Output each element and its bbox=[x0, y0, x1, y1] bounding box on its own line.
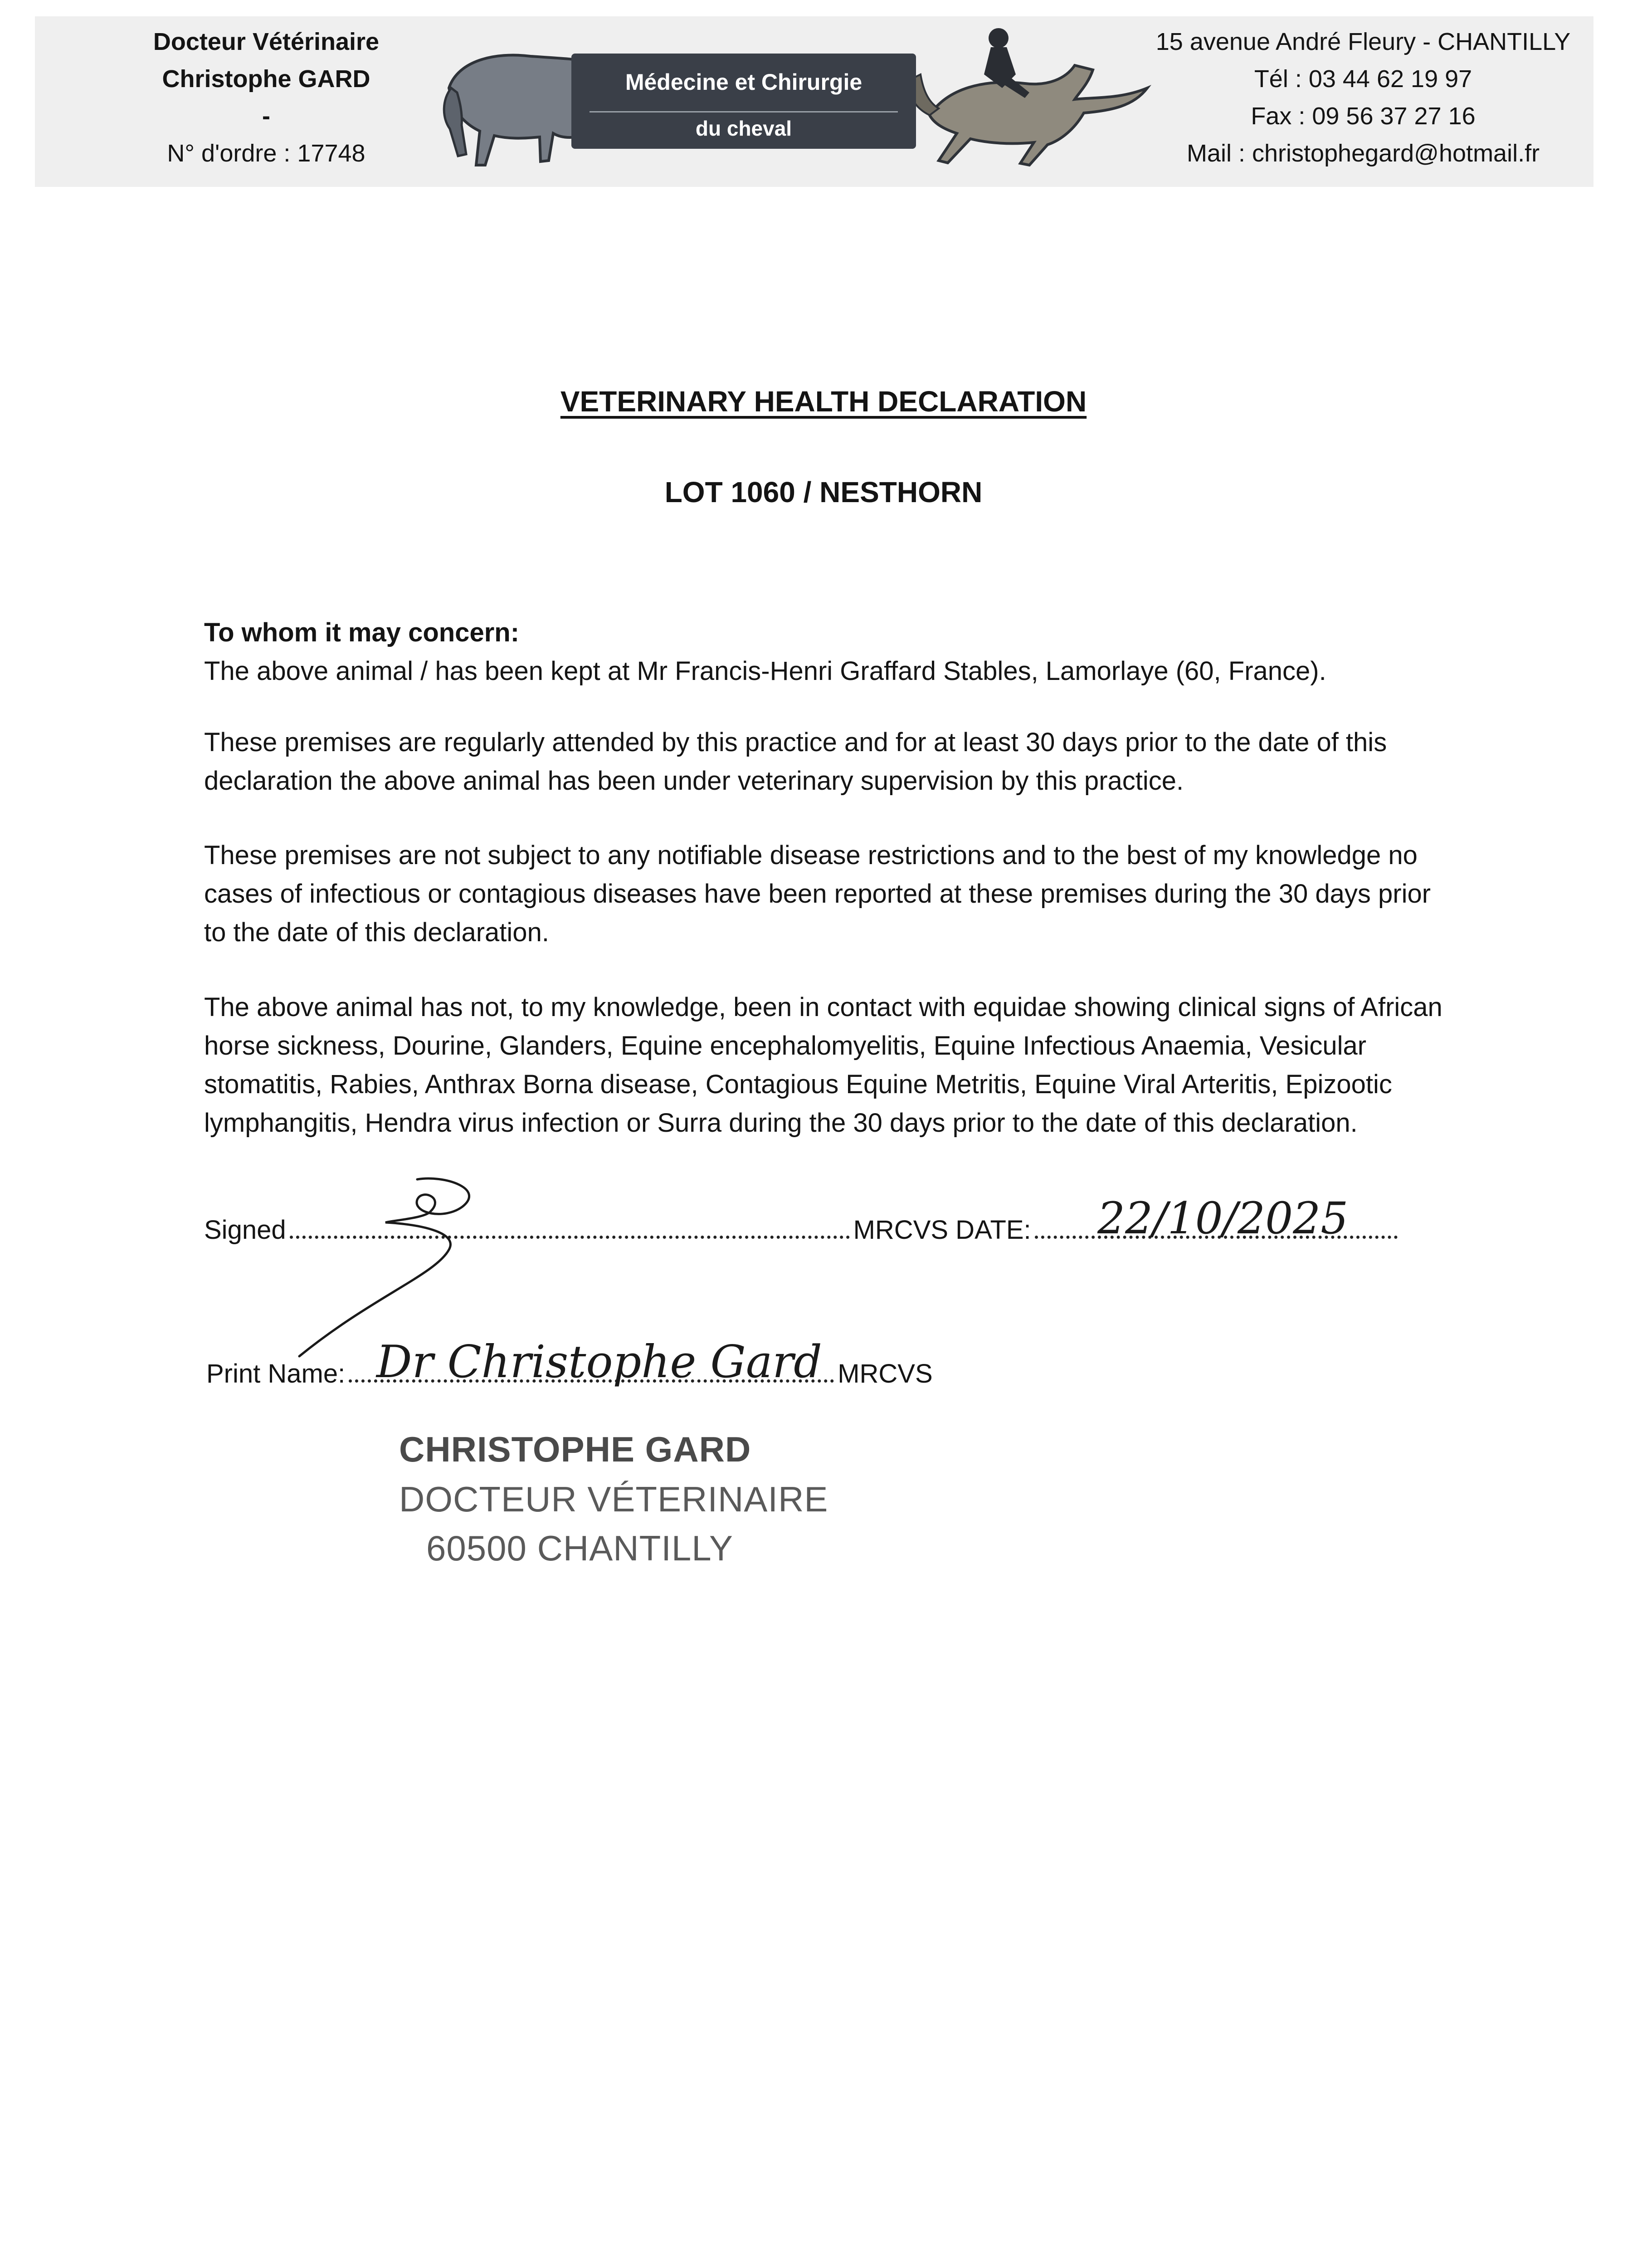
vet-order-number: N° d'ordre : 17748 bbox=[167, 140, 365, 167]
vet-phone: Tél : 03 44 62 19 97 bbox=[1254, 65, 1472, 93]
vet-fax: Fax : 09 56 37 27 16 bbox=[1251, 103, 1476, 130]
stamp-title: DOCTEUR VÉTERINAIRE bbox=[399, 1479, 828, 1519]
vet-name: Christophe GARD bbox=[162, 65, 370, 93]
logo-banner bbox=[571, 54, 916, 149]
lot-subtitle: LOT 1060 / NESTHORN bbox=[664, 476, 983, 508]
vet-address: 15 avenue André Fleury - CHANTILLY bbox=[1155, 28, 1571, 55]
signed-label: Signed bbox=[204, 1215, 286, 1245]
vet-separator: - bbox=[262, 103, 270, 130]
print-name-handwritten: Dr Christophe Gard bbox=[376, 1336, 822, 1388]
mrcvs-suffix: MRCVS bbox=[838, 1359, 933, 1388]
logo-line-1: Médecine et Chirurgie bbox=[625, 69, 862, 95]
signature-scribble-icon bbox=[281, 1170, 553, 1361]
print-name-label: Print Name: bbox=[206, 1359, 346, 1388]
date-handwritten: 22/10/2025 bbox=[1097, 1193, 1349, 1244]
vet-title: Docteur Vétérinaire bbox=[153, 28, 380, 55]
logo-divider bbox=[590, 111, 898, 112]
page-title: VETERINARY HEALTH DECLARATION bbox=[560, 385, 1087, 418]
paragraph-restrictions: These premises are not subject to any notifiable disease restrictions and to the best of my knowledge no cases of infectious or contagious diseases have been reported at these premises during the 30 days prior to the date of this declaration. bbox=[204, 841, 1431, 947]
stamp-name: CHRISTOPHE GARD bbox=[399, 1429, 751, 1469]
salutation: To whom it may concern: bbox=[204, 618, 520, 647]
paragraph-supervision: These premises are regularly attended by this practice and for at least 30 days prior to the date of this declaration the above animal has been under veterinary supervision by this practice. bbox=[204, 728, 1387, 796]
date-label: MRCVS DATE: bbox=[853, 1215, 1031, 1245]
paragraph-diseases: The above animal has not, to my knowledge, been in contact with equidae showing clinical signs of African horse sickness, Dourine, Glanders, Equine encephalomyelitis, Equine Infectious Anaemia, Vesicular stomatitis, Rabies, Anthrax Borna disease, Contagious Equine Metritis, Equine Viral Arteritis, Epizootic lymphangitis, Hendra virus infection or Surra during the 30 days prior to the date of this declaration. bbox=[204, 992, 1442, 1138]
logo-line-2: du cheval bbox=[695, 117, 792, 140]
vet-email: Mail : christophegard@hotmail.fr bbox=[1186, 140, 1540, 167]
paragraph-stables: The above animal / has been kept at Mr Francis-Henri Graffard Stables, Lamorlaye (60, France). bbox=[204, 656, 1326, 686]
stamp-city: 60500 CHANTILLY bbox=[426, 1528, 733, 1568]
